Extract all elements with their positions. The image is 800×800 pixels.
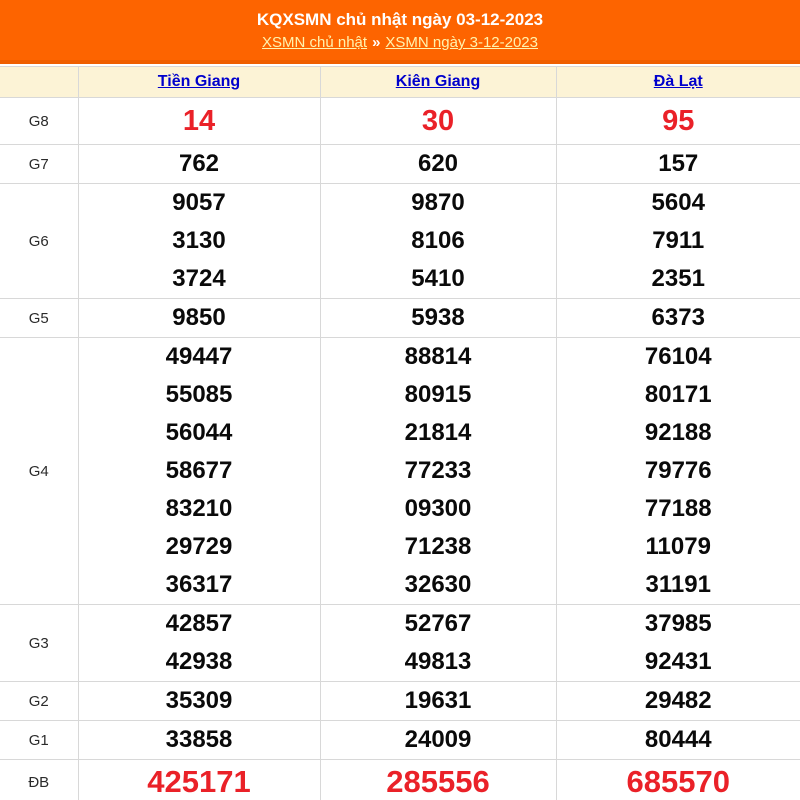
prize-number: 35309 xyxy=(165,687,233,714)
prize-number: 9850 xyxy=(172,304,226,331)
prize-cell xyxy=(320,299,556,338)
prize-cell xyxy=(320,338,556,605)
prize-row xyxy=(0,721,800,760)
prize-number: 37985 xyxy=(644,610,712,637)
prize-cell xyxy=(78,338,320,605)
prize-cell xyxy=(78,721,320,760)
prize-number: 5938 xyxy=(411,304,465,331)
prize-label: ĐB xyxy=(0,760,78,800)
prize-number: 685570 xyxy=(626,764,730,799)
prize-cell xyxy=(556,145,800,184)
breadcrumb xyxy=(0,32,800,53)
prize-cell xyxy=(556,299,800,338)
breadcrumb-link-xsmn-ngay[interactable]: XSMN ngày 3-12-2023 xyxy=(385,34,538,51)
prize-number: 49813 xyxy=(404,648,472,675)
province-link[interactable]: Đà Lạt xyxy=(653,73,703,90)
prize-cell xyxy=(556,682,800,721)
prize-number: 80444 xyxy=(644,726,712,753)
prize-number: 285556 xyxy=(386,764,490,799)
prize-row xyxy=(0,299,800,338)
prize-number: 620 xyxy=(417,150,459,177)
prize-number: 58677 xyxy=(165,457,233,484)
prize-number: 762 xyxy=(178,150,220,177)
prize-label: G6 xyxy=(0,184,78,299)
prize-label: G2 xyxy=(0,682,78,721)
prize-cell xyxy=(320,145,556,184)
prize-number: 29729 xyxy=(165,533,233,560)
prize-number: 76104 xyxy=(644,343,712,370)
column-header xyxy=(320,67,556,98)
prize-number: 30 xyxy=(421,105,455,137)
prize-number: 31191 xyxy=(645,571,711,598)
prize-cell xyxy=(78,145,320,184)
prize-row xyxy=(0,605,800,682)
prize-number: 32630 xyxy=(404,571,472,598)
prize-row xyxy=(0,98,800,145)
prize-number: 83210 xyxy=(165,495,233,522)
prize-number: 6373 xyxy=(651,304,705,331)
prize-number: 5410 xyxy=(411,265,465,292)
prize-number: 24009 xyxy=(404,726,472,753)
prize-number: 56044 xyxy=(165,419,233,446)
prize-row xyxy=(0,338,800,605)
prize-cell xyxy=(320,721,556,760)
prize-number: 33858 xyxy=(165,726,233,753)
prize-number: 21814 xyxy=(404,419,472,446)
prize-number: 29482 xyxy=(644,687,712,714)
prize-number: 157 xyxy=(658,150,699,177)
prize-number: 36317 xyxy=(165,571,233,598)
prize-cell xyxy=(556,760,800,800)
prize-label: G1 xyxy=(0,721,78,760)
prize-cell xyxy=(556,605,800,682)
prize-number: 8106 xyxy=(411,227,465,254)
prize-row xyxy=(0,184,800,299)
prize-label: G8 xyxy=(0,98,78,145)
prize-number: 80915 xyxy=(404,381,472,408)
prize-row xyxy=(0,682,800,721)
prize-cell xyxy=(78,605,320,682)
prize-number: 3130 xyxy=(172,227,226,254)
prize-row xyxy=(0,760,800,800)
prize-cell xyxy=(78,98,320,145)
prize-cell xyxy=(320,184,556,299)
prize-number: 42938 xyxy=(165,648,233,675)
prize-number: 92188 xyxy=(644,419,712,446)
results-table xyxy=(0,66,800,800)
breadcrumb-link-xsmn-chu-nhat[interactable]: XSMN chủ nhật xyxy=(262,34,368,51)
column-header xyxy=(78,67,320,98)
prize-cell xyxy=(78,760,320,800)
prize-row xyxy=(0,145,800,184)
results-table-header xyxy=(0,67,800,98)
prize-number: 425171 xyxy=(147,764,251,799)
prize-cell xyxy=(556,98,800,145)
page-header xyxy=(0,0,800,64)
prize-number: 77188 xyxy=(644,495,712,522)
prize-cell xyxy=(556,184,800,299)
prize-cell xyxy=(78,299,320,338)
prize-cell xyxy=(78,184,320,299)
prize-cell xyxy=(320,98,556,145)
prize-number: 80171 xyxy=(644,381,712,408)
prize-cell xyxy=(556,338,800,605)
prize-number: 49447 xyxy=(165,343,233,370)
column-header-empty xyxy=(0,67,78,98)
prize-number: 14 xyxy=(182,105,216,137)
prize-cell xyxy=(320,605,556,682)
prize-number: 3724 xyxy=(172,265,226,292)
prize-number: 95 xyxy=(662,105,695,137)
prize-cell xyxy=(556,721,800,760)
prize-number: 92431 xyxy=(644,648,712,675)
prize-number: 79776 xyxy=(644,457,712,484)
prize-number: 9870 xyxy=(411,189,465,216)
prize-label: G7 xyxy=(0,145,78,184)
prize-cell xyxy=(78,682,320,721)
prize-label: G5 xyxy=(0,299,78,338)
prize-number: 52767 xyxy=(404,610,472,637)
page-title: KQXSMN chủ nhật ngày 03-12-2023 xyxy=(256,10,544,29)
prize-number: 55085 xyxy=(165,381,233,408)
prize-number: 09300 xyxy=(404,495,472,522)
province-link[interactable]: Kiên Giang xyxy=(395,73,481,90)
prize-cell xyxy=(320,760,556,800)
prize-number: 71238 xyxy=(404,533,472,560)
prize-number: 2351 xyxy=(651,265,705,292)
prize-number: 88814 xyxy=(404,343,472,370)
prize-cell xyxy=(320,682,556,721)
prize-label: G4 xyxy=(0,338,78,605)
prize-number: 9057 xyxy=(172,189,226,216)
column-header xyxy=(556,67,800,98)
prize-number: 19631 xyxy=(404,687,472,714)
province-link[interactable]: Tiền Giang xyxy=(157,73,241,90)
prize-number: 11079 xyxy=(645,533,711,560)
prize-number: 5604 xyxy=(651,189,705,216)
prize-number: 42857 xyxy=(165,610,233,637)
breadcrumb-separator: » xyxy=(372,34,381,51)
prize-number: 7911 xyxy=(652,227,705,254)
prize-number: 77233 xyxy=(404,457,472,484)
prize-label: G3 xyxy=(0,605,78,682)
